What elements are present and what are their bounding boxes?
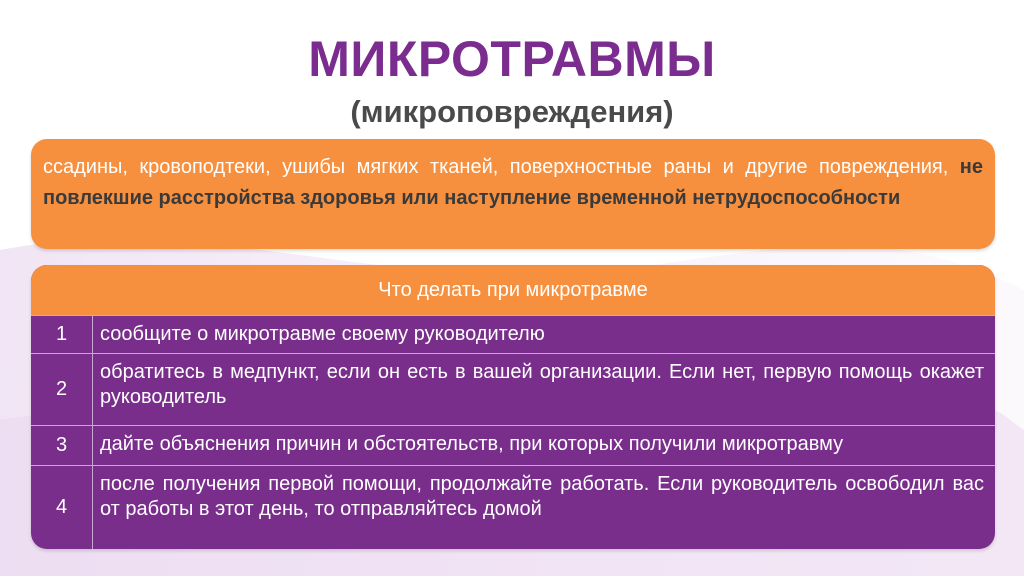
- definition-box: [31, 139, 995, 249]
- definition-text: ссадины, кровоподтеки, ушибы мягких тканей, поверхностные раны и другие повреждения,: [43, 156, 960, 178]
- step-text: сообщите о микротравме своему руководителю: [100, 323, 545, 345]
- step-row: [31, 353, 995, 425]
- page-title: МИКРОТРАВМЫ: [308, 31, 716, 87]
- step-text: дайте объяснения причин и обстоятельств, при которых получили микротравму: [100, 433, 844, 455]
- step-row: [31, 425, 995, 465]
- step-text: обратитесь в медпункт, если он есть в вашей организации. Если нет, первую помощь окажет руководитель: [100, 361, 984, 408]
- steps-panel: [31, 265, 995, 549]
- definition-emphasis: не повлекшие расстройства здоровья или наступление временной нетрудоспособности: [43, 156, 983, 209]
- step-row: [31, 315, 995, 353]
- step-number: 4: [31, 466, 93, 549]
- page-subtitle: (микроповреждения): [350, 94, 674, 129]
- step-number: 1: [31, 316, 93, 353]
- steps-header: Что делать при микротравме: [31, 265, 995, 315]
- step-text: после получения первой помощи, продолжайте работать. Если руководитель освободил вас от работы в этот день, то отправляйтесь домой: [100, 473, 984, 520]
- step-number: 2: [31, 354, 93, 425]
- step-row: [31, 465, 995, 549]
- step-number: 3: [31, 426, 93, 465]
